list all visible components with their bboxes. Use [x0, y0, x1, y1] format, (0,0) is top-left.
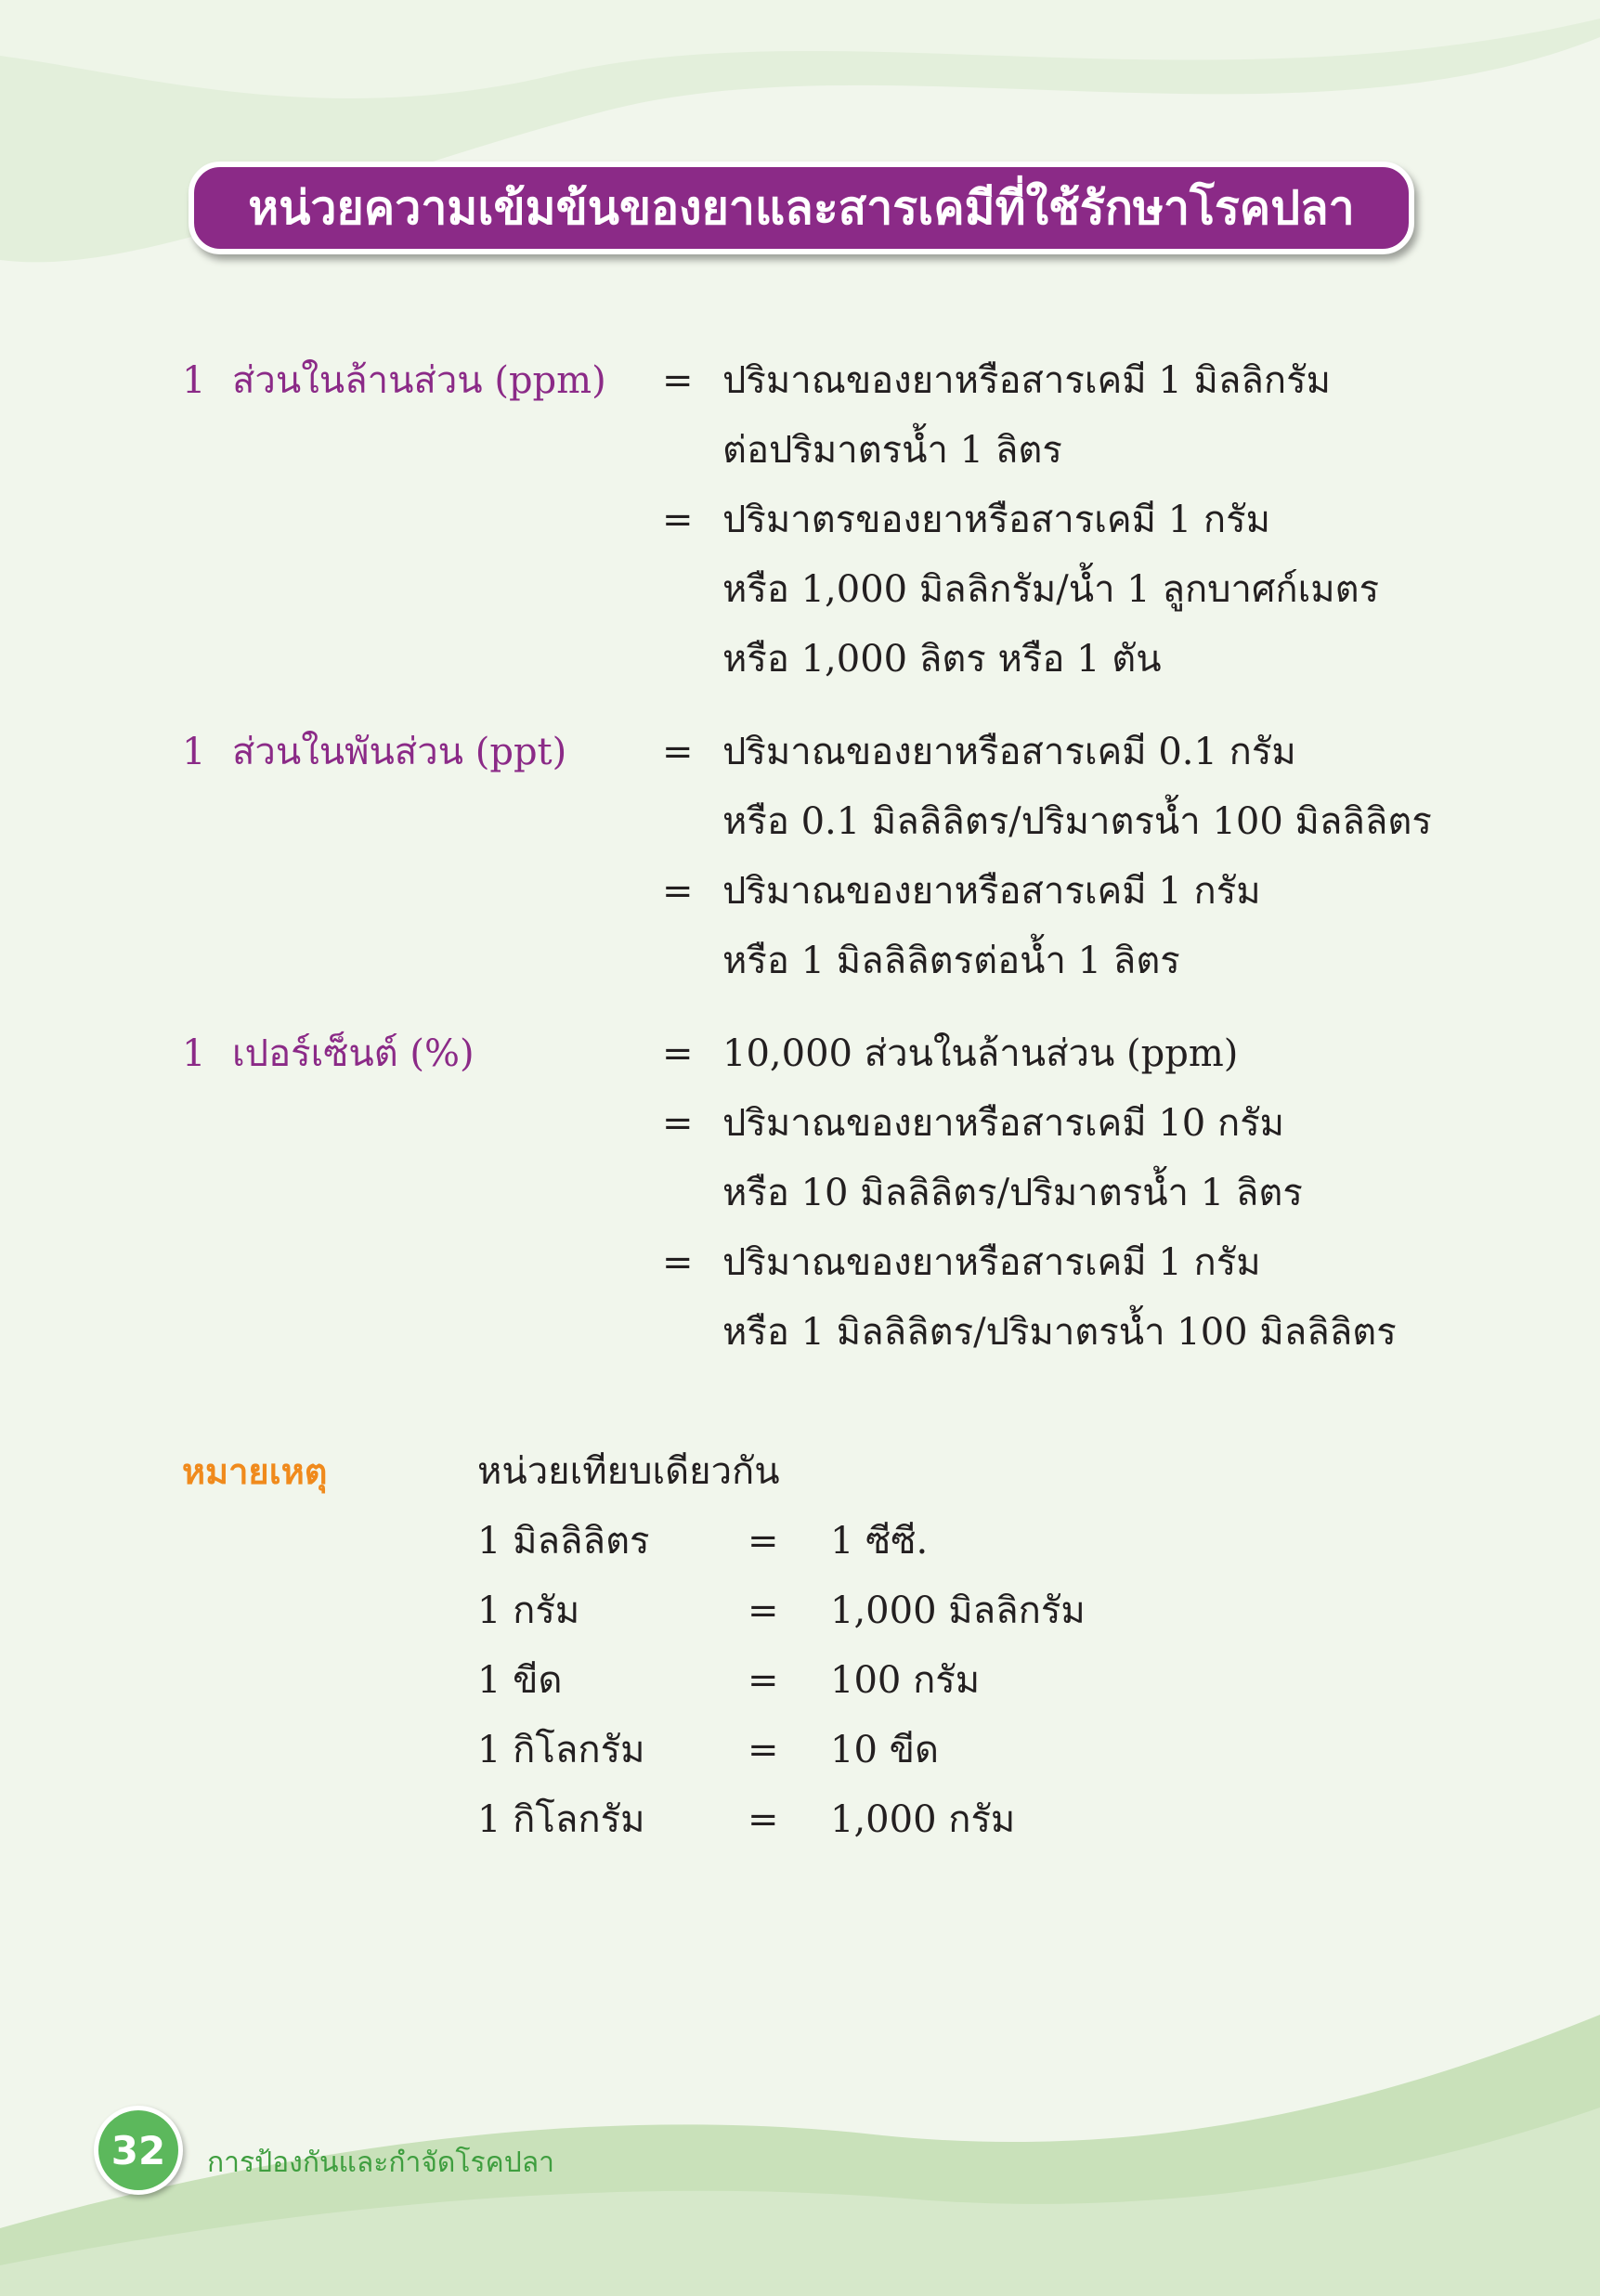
equivalence-left: 1 มิลลิลิตร	[477, 1520, 650, 1563]
definition-text: หรือ 1,000 ลิตร หรือ 1 ตัน	[722, 638, 1162, 681]
definition-text: ปริมาตรของยาหรือสารเคมี 1 กรัม	[722, 499, 1270, 541]
equivalence-left: 1 กิโลกรัม	[477, 1729, 645, 1771]
definition-text: หรือ 0.1 มิลลิลิตร/ปริมาตรน้ำ 100 มิลลิลิตร	[722, 800, 1432, 843]
definition-line	[0, 497, 1600, 543]
title-banner	[189, 162, 1414, 254]
definition-line	[0, 427, 1600, 473]
definition-line	[0, 636, 1600, 682]
definition-text: หรือ 1 มิลลิลิตรต่อน้ำ 1 ลิตร	[722, 940, 1180, 982]
footer-book-title: การป้องกันและกำจัดโรคปลา	[207, 2147, 554, 2179]
equals-sign: =	[748, 1659, 779, 1702]
equivalence-right: 1,000 มิลลิกรัม	[830, 1589, 1086, 1632]
definition-line	[0, 798, 1600, 845]
definition-line	[0, 729, 1600, 775]
definition-text: ปริมาณของยาหรือสารเคมี 1 มิลลิกรัม	[722, 359, 1331, 402]
definition-line	[0, 1031, 1600, 1077]
equals-sign: =	[662, 499, 694, 541]
definition-text: ปริมาณของยาหรือสารเคมี 10 กรัม	[722, 1102, 1285, 1145]
note-heading: หน่วยเทียบเดียวกัน	[477, 1450, 780, 1493]
equals-sign: =	[662, 731, 694, 773]
equivalence-right: 10 ขีด	[830, 1729, 939, 1771]
definition-text: ปริมาณของยาหรือสารเคมี 0.1 กรัม	[722, 731, 1296, 773]
definition-text: ต่อปริมาตรน้ำ 1 ลิตร	[722, 429, 1062, 472]
equals-sign: =	[748, 1729, 779, 1771]
equals-sign: =	[662, 870, 694, 913]
unit-label: ส่วนในล้านส่วน (ppm)	[232, 359, 606, 402]
definition-line	[0, 1100, 1600, 1147]
equivalence-right: 1 ซีซี.	[830, 1520, 929, 1563]
unit-number: 1	[182, 1032, 206, 1075]
equals-sign: =	[662, 1241, 694, 1284]
equals-sign: =	[748, 1520, 779, 1563]
unit-number: 1	[182, 731, 206, 773]
definition-line	[0, 868, 1600, 915]
unit-number: 1	[182, 359, 206, 402]
definition-text: หรือ 10 มิลลิลิตร/ปริมาตรน้ำ 1 ลิตร	[722, 1172, 1303, 1214]
equals-sign: =	[748, 1589, 779, 1632]
definition-text: ปริมาณของยาหรือสารเคมี 1 กรัม	[722, 870, 1261, 913]
equivalence-right: 100 กรัม	[830, 1659, 981, 1702]
equivalence-right: 1,000 กรัม	[830, 1798, 1016, 1841]
definition-text: หรือ 1,000 มิลลิกรัม/น้ำ 1 ลูกบาศก์เมตร	[722, 568, 1380, 611]
unit-label: ส่วนในพันส่วน (ppt)	[232, 731, 567, 773]
definition-line	[0, 357, 1600, 404]
definition-line	[0, 1239, 1600, 1286]
definition-line	[0, 938, 1600, 984]
equivalence-left: 1 ขีด	[477, 1659, 563, 1702]
definition-text: 10,000 ส่วนในล้านส่วน (ppm)	[722, 1032, 1239, 1075]
equals-sign: =	[662, 359, 694, 402]
note-label: หมายเหตุ	[182, 1451, 328, 1492]
page-number-badge	[94, 2106, 183, 2195]
definition-text: หรือ 1 มิลลิลิตร/ปริมาตรน้ำ 100 มิลลิลิตร	[722, 1311, 1397, 1354]
equivalence-left: 1 กรัม	[477, 1589, 580, 1632]
equals-sign: =	[662, 1032, 694, 1075]
definition-line	[0, 1309, 1600, 1356]
page-number: 32	[111, 2127, 166, 2173]
unit-label: เปอร์เซ็นต์ (%)	[232, 1032, 475, 1075]
page-title: หน่วยความเข้มข้นของยาและสารเคมีที่ใช้รักษาโรคปลา	[248, 180, 1355, 235]
equals-sign: =	[662, 1102, 694, 1145]
definition-text: ปริมาณของยาหรือสารเคมี 1 กรัม	[722, 1241, 1261, 1284]
definition-line	[0, 566, 1600, 613]
definition-line	[0, 1170, 1600, 1216]
equivalence-left: 1 กิโลกรัม	[477, 1798, 645, 1841]
equals-sign: =	[748, 1798, 779, 1841]
